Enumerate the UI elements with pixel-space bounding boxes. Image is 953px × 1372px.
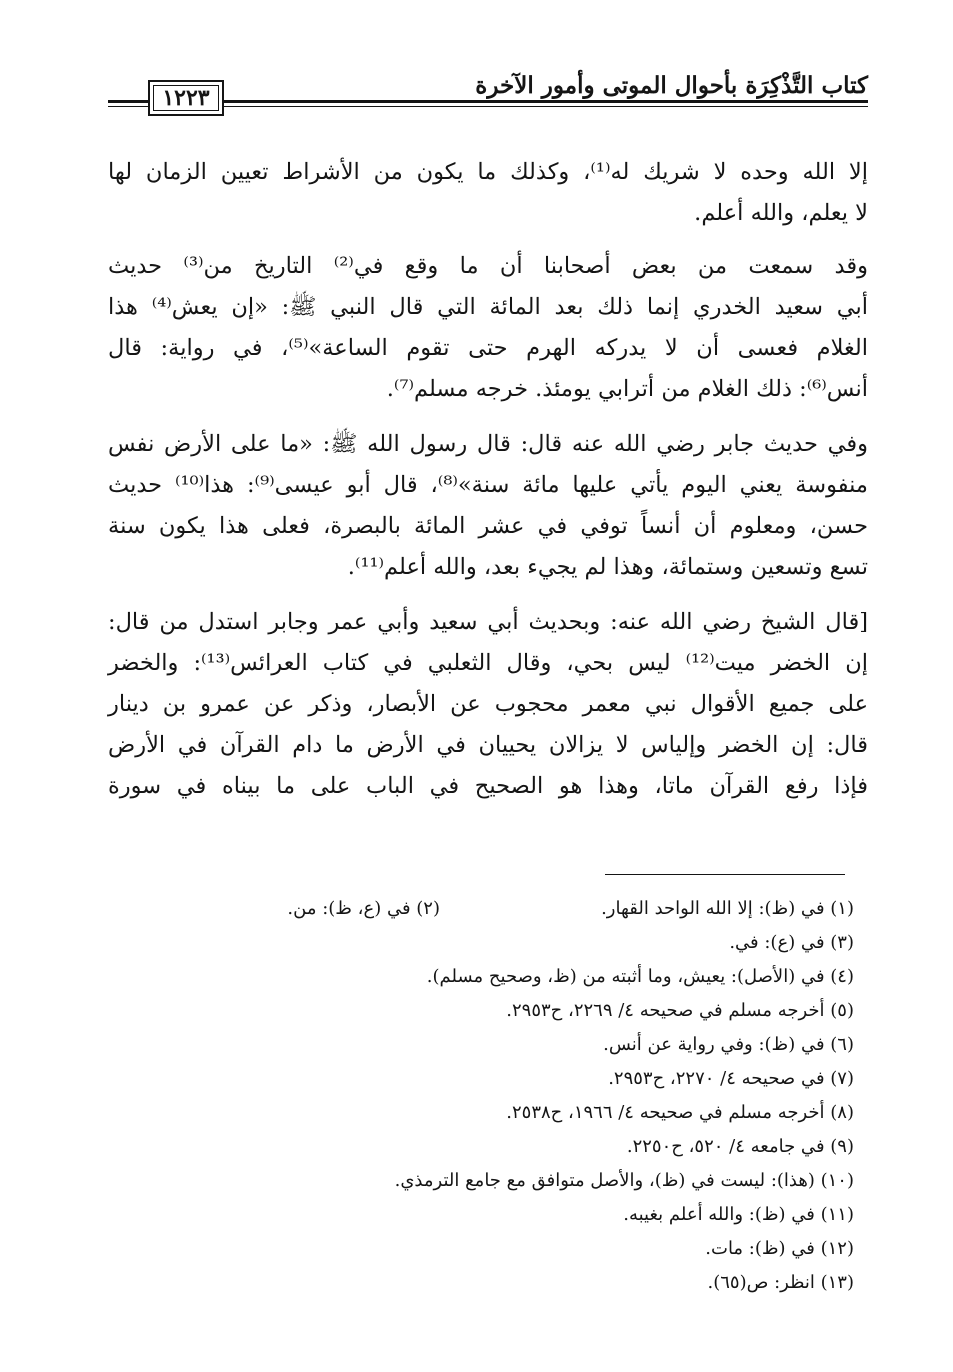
paragraph-1 xyxy=(108,152,868,234)
text-line: الغلام فعسى أن لا يدركه الهرم حتى تقوم الساعة»⁽⁵⁾، في رواية: قال xyxy=(108,335,868,361)
text-line: حسن، ومعلوم أن أنساً توفي في عشر المائة بالبصرة، فعلى هذا يكون سنة xyxy=(108,513,868,539)
text-line: [قال الشيخ رضي الله عنه: وبحديث أبي سعيد وأبي عمر وجابر استدل من قال: xyxy=(108,609,868,635)
footnote-7: (٧) في صحيحه ٤/ ٢٢٧٠، ح٢٩٥٣. xyxy=(608,1068,854,1089)
footnote-5: (٥) أخرجه مسلم في صحيحه ٤/ ٢٢٦٩، ح٢٩٥٣. xyxy=(506,1000,854,1021)
text-line: أبي سعيد الخدري إنما ذلك بعد المائة التي قال النبي ﷺ: «إن يعش⁽⁴⁾ هذا xyxy=(108,294,868,320)
footnotes xyxy=(108,892,868,1300)
text-line: أنس⁽⁶⁾: ذلك الغلام من أترابي يومئذ. خرجه مسلم⁽⁷⁾. xyxy=(386,376,868,402)
text-line: فإذا رفع القرآن ماتا، وهذا هو الصحيح في الباب على ما بيناه في سورة xyxy=(108,773,868,799)
main-text xyxy=(108,152,868,821)
text-line: لا يعلم، والله أعلم. xyxy=(694,200,868,226)
footnote-10: (١٠) (هذا): ليست في (ظ)، والأصل متوافق مع جامع الترمذي. xyxy=(394,1170,854,1191)
text-line: منفوسة يعني اليوم يأتي عليها مائة سنة»⁽⁸⁾، قال أبو عيسى⁽⁹⁾: هذا⁽¹⁰⁾ حديث xyxy=(108,472,868,498)
footnote-1: (١) في (ظ): إلا الله الواحد القهار. xyxy=(601,898,854,919)
footnote-11: (١١) في (ظ): والله أعلم بغيبه. xyxy=(623,1204,854,1225)
footnote-4: (٤) في (الأصل): يعيش، وما أثبته من (ظ، وصحيح مسلم). xyxy=(426,966,854,987)
footnote-13: (١٣) انظر: ص(٦٥). xyxy=(707,1272,854,1293)
text-line: تسع وتسعين وستمائة، وهذا لم يجيء بعد، والله أعلم⁽¹¹⁾. xyxy=(347,554,868,580)
text-line: إلا الله وحده لا شريك له⁽¹⁾، وكذلك ما يكون من الأشراط تعيين الزمان لها xyxy=(108,159,868,185)
paragraph-2 xyxy=(108,246,868,410)
text-line: قال: إن الخضر وإلياس لا يزالان يحييان في الأرض ما دام القرآن في الأرض xyxy=(108,732,868,758)
text-line: على جميع الأقوال نبي معمر محجوب عن الأبصار، وذكر عن عمرو بن دينار xyxy=(108,691,868,717)
footnote-8: (٨) أخرجه مسلم في صحيحه ٤/ ١٩٦٦، ح٢٥٣٨. xyxy=(506,1102,854,1123)
paragraph-4 xyxy=(108,602,868,807)
footnote-6: (٦) في (ظ): وفي رواية عن أنس. xyxy=(603,1034,854,1055)
footnote-12: (١٢) في (ظ): مات. xyxy=(705,1238,854,1259)
footnote-2: (٢) في (ع، ظ): من. xyxy=(287,898,440,919)
paragraph-3 xyxy=(108,424,868,588)
text-line: وقد سمعت من بعض أصحابنا أن ما وقع في⁽²⁾ التاريخ من⁽³⁾ حديث xyxy=(108,253,868,279)
footnote-separator xyxy=(605,874,845,875)
running-header xyxy=(108,66,868,118)
footnote-3: (٣) في (ع): في. xyxy=(729,932,854,953)
text-line: وفي حديث جابر رضي الله عنه قال: قال رسول الله ﷺ: «ما على الأرض نفس xyxy=(108,431,868,457)
page-number: ١٢٢٣ xyxy=(148,80,224,116)
book-title: كتاب التَّذْكِرَة بأحوال الموتى وأمور الآخرة xyxy=(475,72,868,99)
footnote-9: (٩) في جامعه ٤/ ٥٢٠، ح٢٢٥٠. xyxy=(626,1136,854,1157)
text-line: إن الخضر ميت⁽¹²⁾ ليس بحي، وقال الثعلبي في كتاب العرائس⁽¹³⁾: والخضر xyxy=(108,650,868,676)
footnote-row xyxy=(108,892,868,926)
